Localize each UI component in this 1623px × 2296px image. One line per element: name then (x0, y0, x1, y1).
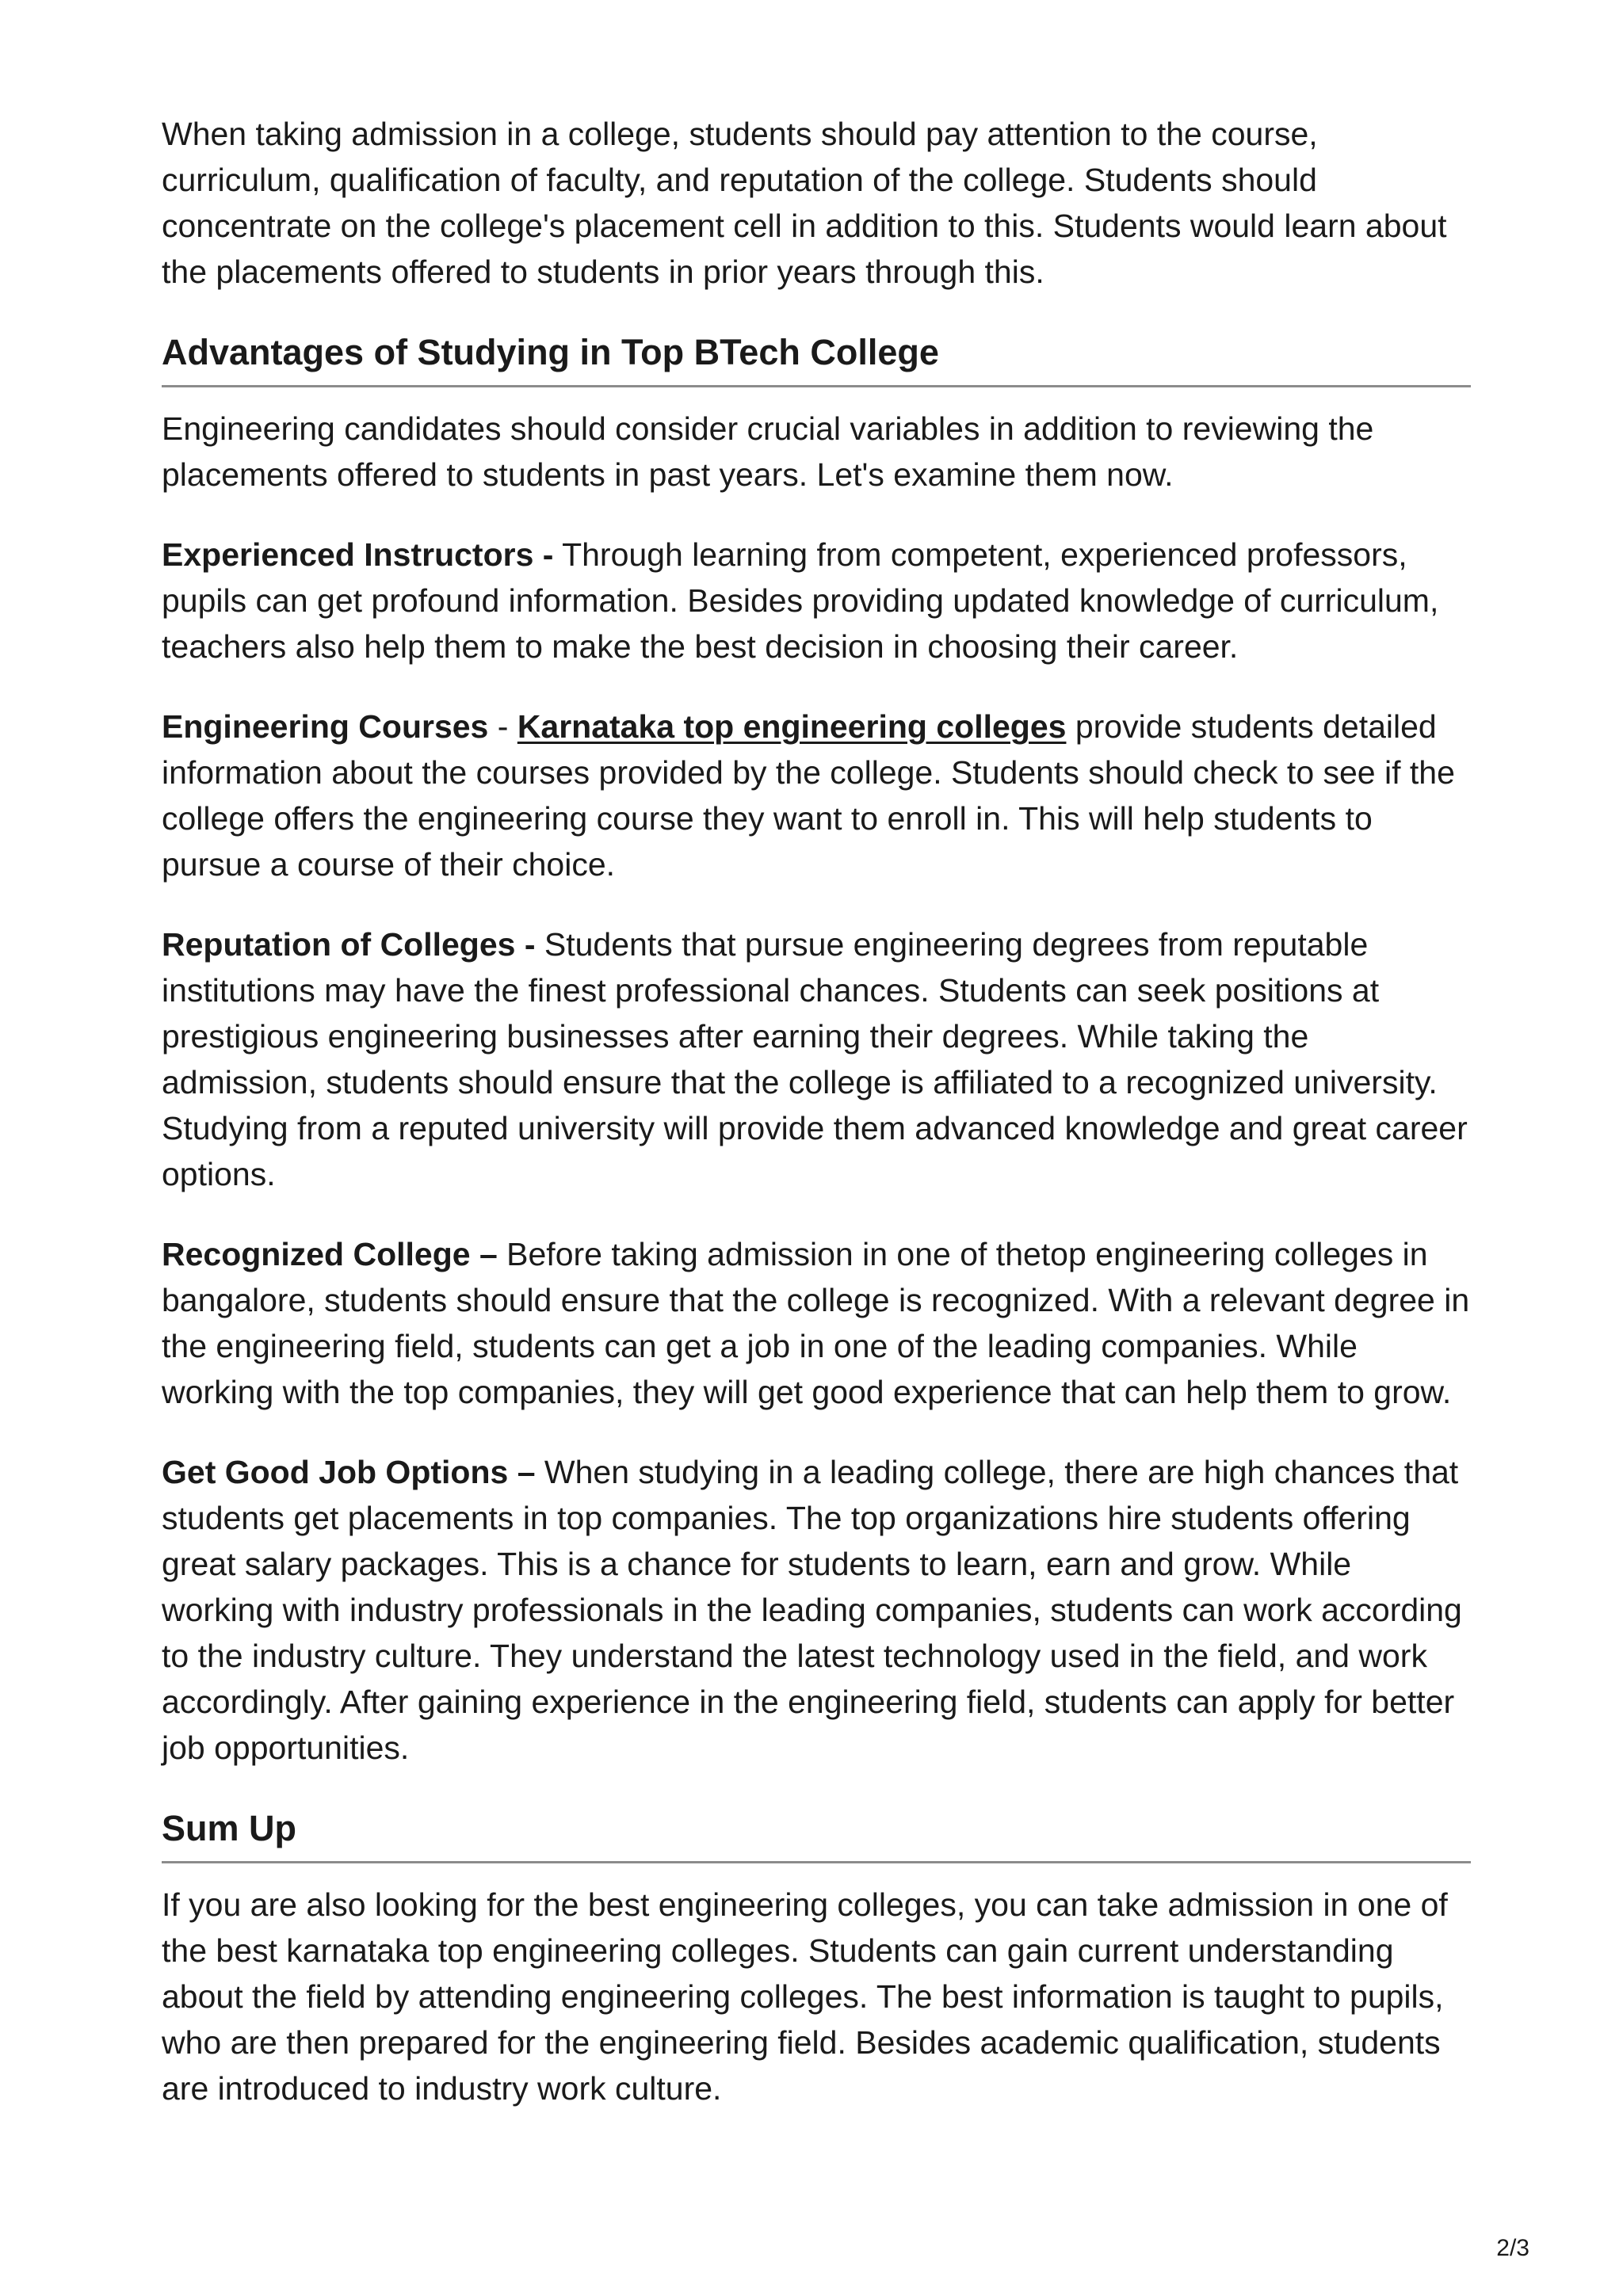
karnataka-colleges-link[interactable]: Karnataka top engineering colleges (517, 708, 1067, 745)
sum-up-paragraph: If you are also looking for the best engineering colleges, you can take admission in one of the best karnataka top engineering colleges. Students can gain current understanding about the field by attending engineering colleges. The best information is taught to pupils, who are then prepared for the engineering field. Besides academic qualification, students are introduced to industry work culture. (162, 1886, 1448, 2107)
item-text: provide students detailed information about the courses provided by the college. Students should check to see if the college offers the engineering course they want to enroll in. This will help students to pursue a course of their choice. (162, 708, 1455, 883)
item-text: Before taking admission in one of thetop engineering colleges in bangalore, students should ensure that the college is recognized. With a relevant degree in the engineering field, students can get a job in one of the leading companies. While working with the top companies, they will get good experience that can help them to grow. (162, 1236, 1470, 1410)
item-title: Engineering Courses (162, 708, 489, 745)
item-title: Reputation of Colleges - (162, 926, 536, 963)
item-title: Experienced Instructors - (162, 536, 554, 573)
section-heading-sum-up: Sum Up (162, 1805, 1471, 1863)
section-heading-advantages: Advantages of Studying in Top BTech College (162, 329, 1471, 387)
item-get-good-job-options (162, 1449, 1471, 1771)
item-reputation-of-colleges (162, 921, 1471, 1197)
item-title: Recognized College – (162, 1236, 498, 1272)
item-separator: - (488, 708, 517, 745)
item-text: Through learning from competent, experienced professors, pupils can get profound information. Besides providing updated knowledge of curriculum, teachers also help them to make the best decision in choosing their career. (162, 536, 1439, 665)
intro-paragraph: When taking admission in a college, students should pay attention to the course, curriculum, qualification of faculty, and reputation of the college. Students should concentrate on the college's placement cell in addition to this. Students would learn about the placements offered to students in prior years through this. (162, 116, 1447, 290)
item-text: Students that pursue engineering degrees from reputable institutions may have the finest professional chances. Students can seek positions at prestigious engineering businesses after earning their degrees. While taking the admission, students should ensure that the college is affiliated to a recognized university. Studying from a reputed university will provide them advanced knowledge and great career options. (162, 926, 1468, 1192)
item-engineering-courses (162, 704, 1471, 887)
item-experienced-instructors (162, 532, 1471, 669)
item-recognized-college (162, 1231, 1471, 1415)
advantages-lead-paragraph: Engineering candidates should consider crucial variables in addition to reviewing the placements offered to students in past years. Let's examine them now. (162, 410, 1374, 493)
item-title: Get Good Job Options – (162, 1454, 536, 1490)
document-body (162, 111, 1471, 2111)
page-number: 2/3 (1496, 2235, 1529, 2261)
item-text: When studying in a leading college, there are high chances that students get placements in top companies. The top organizations hire students offering great salary packages. This is a chance for students to learn, earn and grow. While working with industry professionals in the leading companies, students can work according to the industry culture. They understand the latest technology used in the field, and work accordingly. After gaining experience in the engineering field, students can apply for better job opportunities. (162, 1454, 1462, 1766)
